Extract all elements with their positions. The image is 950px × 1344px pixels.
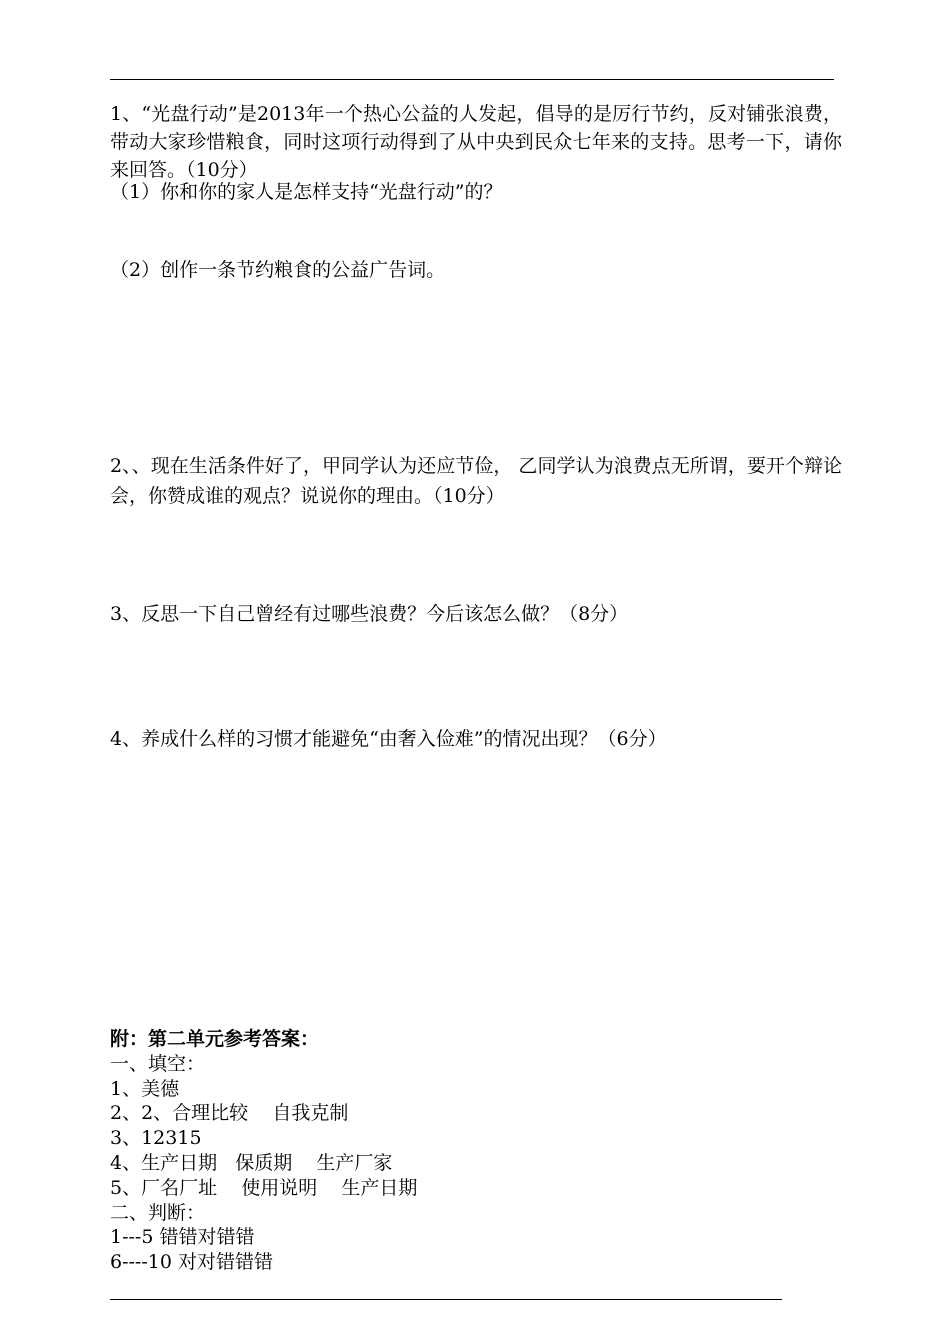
footer-rule: [110, 1299, 782, 1300]
question-1-part-1: （1）你和你的家人是怎样支持“光盘行动”的？: [110, 181, 503, 203]
question-4: 4、养成什么样的习惯才能避免“由奢入俭难”的情况出现？（6分）: [110, 728, 667, 750]
header-rule: [110, 79, 834, 80]
fill-answer: 1、美德: [110, 1077, 180, 1100]
section-fill-title: 一、填空：: [110, 1052, 206, 1075]
judge-answer: 6----10 对对错错错: [110, 1251, 273, 1274]
question-2: 2、、现在生活条件好了，甲同学认为还应节俭， 乙同学认为浪费点无所谓，要开个辩论会，你赞成谁的观点？说说你的理由。（10分）: [110, 455, 842, 507]
fill-answer: 2、2、合理比较 自我克制: [110, 1102, 349, 1125]
section-judge-title: 二、判断：: [110, 1201, 206, 1224]
fill-answer: 5、厂名厂址 使用说明 生产日期: [110, 1176, 418, 1199]
question-1: 1、“光盘行动”是2013年一个热心公益的人发起，倡导的是厉行节约，反对铺张浪费，带动大家珍惜粮食，同时这项行动得到了从中央到民众七年来的支持。思考一下，请你来回答。（10分）: [110, 103, 842, 181]
answer-key-heading: 附：第二单元参考答案：: [110, 1028, 320, 1050]
fill-answer: 3、12315: [110, 1127, 202, 1150]
question-3: 3、反思一下自己曾经有过哪些浪费？今后该怎么做？（8分）: [110, 603, 629, 625]
judge-answer: 1---5 错错对错错: [110, 1226, 255, 1249]
answer-key: [110, 1027, 417, 1275]
fill-answer: 4、生产日期 保质期 生产厂家: [110, 1151, 393, 1174]
question-1-part-2: （2）创作一条节约粮食的公益广告词。: [110, 259, 446, 281]
